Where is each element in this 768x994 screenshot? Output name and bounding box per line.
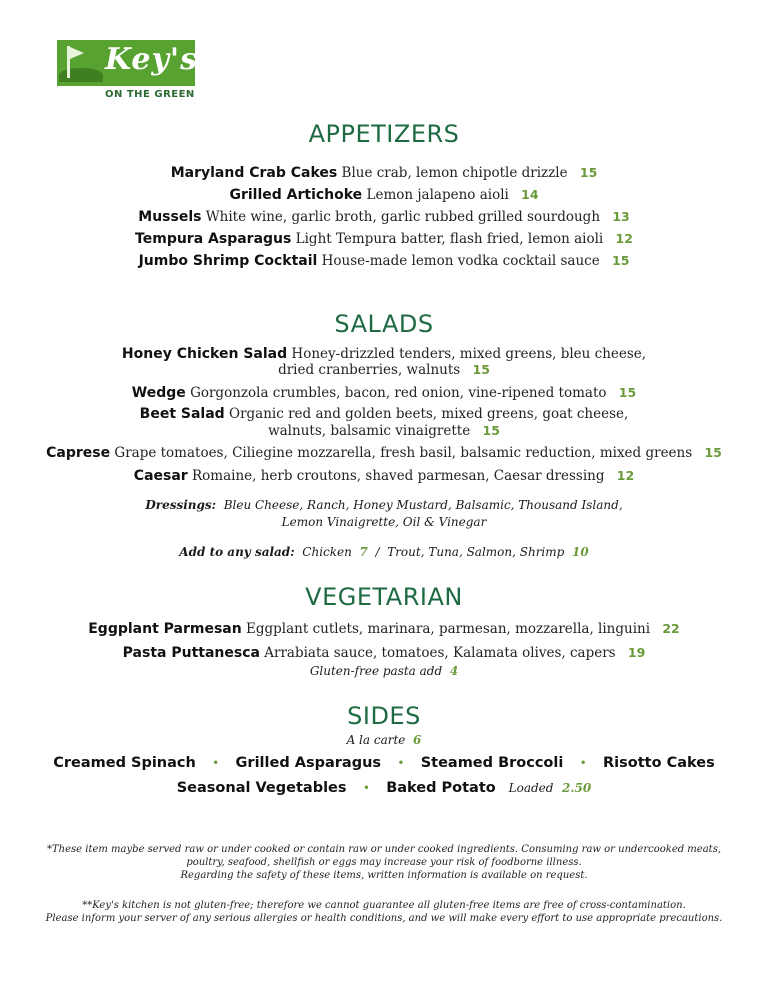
side-item: Creamed Spinach — [53, 755, 196, 771]
bullet-separator: • — [579, 756, 587, 770]
side-item: Risotto Cakes — [603, 755, 715, 771]
notice-line: Regarding the safety of these items, written information is available on request. — [180, 870, 588, 881]
side-item: Baked Potato — [386, 780, 496, 796]
menu-item — [0, 468, 768, 484]
item-price: 13 — [612, 209, 630, 224]
item-price: 15 — [618, 385, 637, 400]
menu-item — [0, 346, 768, 362]
item-price: 15 — [704, 445, 722, 460]
item-description: House-made lemon vodka cocktail sauce — [321, 253, 600, 269]
addons-label: Add to any salad: — [179, 545, 295, 559]
addon-fish: Trout, Tuna, Salmon, Shrimp — [387, 545, 565, 559]
item-name: Grilled Artichoke — [229, 187, 363, 203]
item-name: Beet Salad — [139, 406, 225, 422]
logo-brand: Key's — [105, 42, 199, 77]
dressings-line — [0, 498, 768, 512]
alacarte-price: 6 — [413, 733, 422, 747]
item-name: Caprese — [46, 445, 111, 461]
item-name: Eggplant Parmesan — [88, 621, 242, 637]
dressings-list: Lemon Vinaigrette, Oil & Vinegar — [281, 515, 487, 529]
gluten-free-note — [0, 664, 768, 678]
logo-hill-graphic — [59, 68, 103, 82]
notice-line: *These item maybe served raw or under cooked or contain raw or under cooked ingredients. Consuming raw or undercooked meats, — [46, 844, 722, 855]
addon-fish-price: 10 — [571, 545, 589, 559]
notice-line: Please inform your server of any serious allergies or health conditions, and we will make every effort to use appropriate precautions. — [45, 913, 723, 924]
item-name: Caesar — [133, 468, 188, 484]
item-price: 15 — [482, 423, 500, 438]
item-description: Lemon jalapeno aioli — [366, 187, 509, 203]
item-description: Gorgonzola crumbles, bacon, red onion, vine-ripened tomato — [190, 385, 607, 401]
item-price: 22 — [662, 621, 680, 636]
item-description: Honey-drizzled tenders, mixed greens, bleu cheese, — [291, 346, 647, 362]
side-item: Grilled Asparagus — [235, 755, 382, 771]
bullet-separator: • — [397, 756, 405, 770]
salads-heading: SALADS — [334, 310, 434, 338]
food-safety-notice — [0, 843, 768, 882]
loaded-price: 2.50 — [562, 781, 592, 795]
item-price: 15 — [612, 253, 630, 268]
side-item: Seasonal Vegetables — [176, 780, 347, 796]
menu-item-continued — [0, 423, 768, 439]
item-description: Grape tomatoes, Ciliegine mozzarella, fresh basil, balsamic reduction, mixed greens — [114, 445, 693, 461]
bullet-separator: • — [212, 756, 220, 770]
item-description: White wine, garlic broth, garlic rubbed grilled sourdough — [205, 209, 601, 225]
item-name: Maryland Crab Cakes — [170, 165, 338, 181]
item-name: Wedge — [131, 385, 186, 401]
gluten-free-price: 4 — [449, 664, 459, 678]
item-description: Romaine, herb croutons, shaved parmesan, Caesar dressing — [192, 468, 605, 484]
menu-item — [0, 253, 768, 269]
gluten-free-text: Gluten-free pasta add — [309, 664, 443, 678]
dressings-line-continued — [0, 515, 768, 529]
addon-separator: / — [375, 545, 380, 559]
item-description: Blue crab, lemon chipotle drizzle — [341, 165, 568, 181]
addon-chicken-price: 7 — [359, 545, 368, 559]
dressings-list: Bleu Cheese, Ranch, Honey Mustard, Balsamic, Thousand Island, — [223, 498, 623, 512]
notice-line: poultry, seafood, shellfish or eggs may increase your risk of foodborne illness. — [186, 857, 582, 868]
menu-item — [0, 209, 768, 225]
appetizers-heading: APPETIZERS — [308, 120, 460, 148]
item-price: 15 — [579, 165, 598, 180]
item-price: 15 — [472, 362, 490, 377]
bullet-separator: • — [362, 781, 370, 795]
item-price: 14 — [521, 187, 539, 202]
sides-alacarte — [0, 733, 768, 747]
menu-item — [0, 445, 768, 461]
item-name: Tempura Asparagus — [135, 231, 292, 247]
item-name: Honey Chicken Salad — [121, 346, 288, 362]
side-item: Steamed Broccoli — [420, 755, 564, 771]
item-description: walnuts, balsamic vinaigrette — [268, 423, 471, 439]
loaded-option: Loaded — [508, 781, 554, 795]
notice-line: **Key's kitchen is not gluten-free; therefore we cannot guarantee all gluten-free items are free of cross-contamination. — [82, 900, 686, 911]
gluten-notice — [0, 899, 768, 925]
menu-item — [0, 165, 768, 181]
salad-addons — [0, 545, 768, 559]
menu-item-continued — [0, 362, 768, 378]
item-description: Organic red and golden beets, mixed greens, goat cheese, — [229, 406, 629, 422]
item-name: Mussels — [138, 209, 202, 225]
sides-row — [0, 755, 768, 771]
menu-item — [0, 231, 768, 247]
menu-item — [0, 645, 768, 661]
menu-item — [0, 385, 768, 401]
item-price: 19 — [627, 645, 646, 660]
sides-row — [0, 780, 768, 796]
item-description: Light Tempura batter, flash fried, lemon aioli — [295, 231, 604, 247]
item-description: dried cranberries, walnuts — [278, 362, 461, 378]
golf-flag-cloth — [70, 47, 84, 59]
item-name: Pasta Puttanesca — [122, 645, 260, 661]
item-description: Eggplant cutlets, marinara, parmesan, mozzarella, linguini — [246, 621, 651, 637]
item-price: 12 — [616, 468, 635, 483]
alacarte-text: A la carte — [346, 733, 406, 747]
dressings-label: Dressings: — [145, 498, 217, 512]
menu-item — [0, 621, 768, 637]
item-description: Arrabiata sauce, tomatoes, Kalamata olives, capers — [264, 645, 616, 661]
item-price: 12 — [615, 231, 633, 246]
item-name: Jumbo Shrimp Cocktail — [138, 253, 318, 269]
menu-item — [0, 406, 768, 422]
menu-item — [0, 187, 768, 203]
vegetarian-heading: VEGETARIAN — [305, 583, 463, 611]
addon-chicken: Chicken — [302, 545, 352, 559]
logo — [57, 40, 197, 102]
sides-heading: SIDES — [347, 702, 421, 730]
logo-tagline: ON THE GREEN — [105, 89, 195, 100]
